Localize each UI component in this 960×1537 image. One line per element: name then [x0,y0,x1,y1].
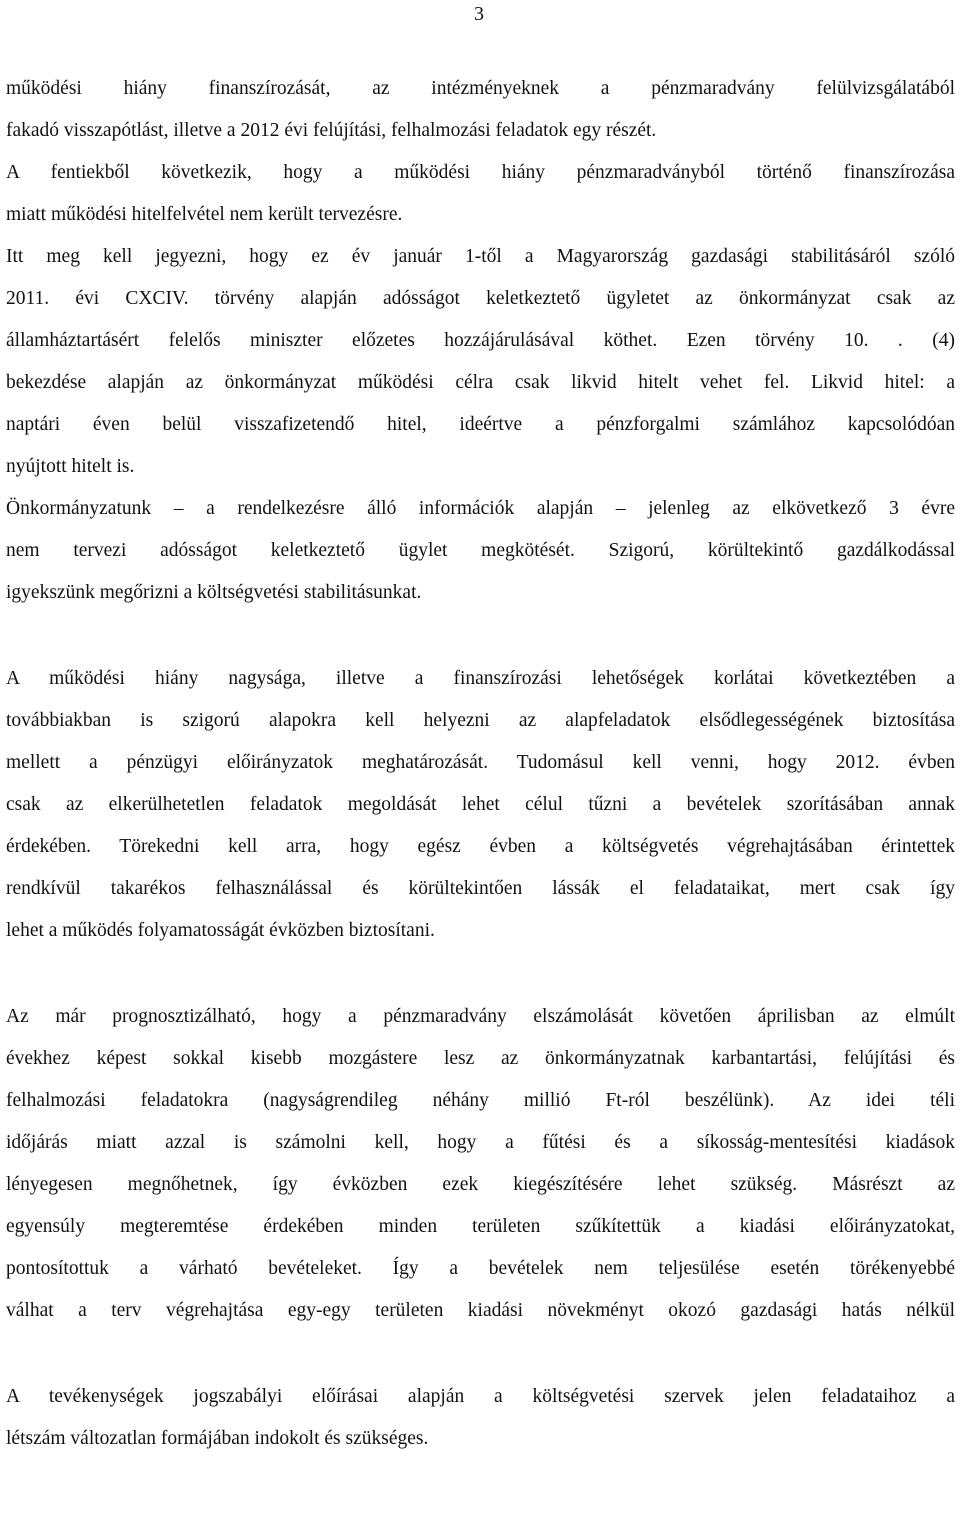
text-line: felhalmozási feladatokra (nagyságrendileg néhány millió Ft-ról beszélünk). Az idei téli [6,1090,955,1111]
text-line: fakadó visszapótlást, illetve a 2012 évi felújítási, felhalmozási feladatok egy részét. [6,120,657,141]
text-line: pontosítottuk a várható bevételeket. Így a bevételek nem teljesülése esetén törékenyebbé [6,1258,955,1279]
text-line: csak az elkerülhetetlen feladatok megoldását lehet célul tűzni a bevételek szorításában annak [6,794,955,815]
paragraph [6,488,955,614]
paragraph-gap [6,1332,955,1376]
paragraph [6,236,955,488]
paragraph [6,1376,955,1460]
paragraph [6,996,955,1332]
text-line: 2011. évi CXCIV. törvény alapján adósságot keletkeztető ügyletet az önkormányzat csak az [6,288,955,309]
text-line: egyensúly megteremtése érdekében minden területen szűkítettük a kiadási előirányzatokat, [6,1216,955,1237]
paragraph-gap [6,614,955,658]
text-line: államháztartásért felelős miniszter előzetes hozzájárulásával köthet. Ezen törvény 10. . (4) [6,330,955,351]
text-line: A működési hiány nagysága, illetve a finanszírozási lehetőségek korlátai következtében a [6,668,955,689]
text-line: bekezdése alapján az önkormányzat működési célra csak likvid hitelt vehet fel. Likvid hitel: a [6,372,955,393]
text-line: Az már prognosztizálható, hogy a pénzmaradvány elszámolását követően áprilisban az elmúlt [6,1006,955,1027]
text-line: lényegesen megnőhetnek, így évközben ezek kiegészítésére lehet szükség. Másrészt az [6,1174,955,1195]
text-line: mellett a pénzügyi előirányzatok meghatározását. Tudomásul kell venni, hogy 2012. évben [6,752,955,773]
text-line: létszám változatlan formájában indokolt és szükséges. [6,1428,429,1449]
text-line: nyújtott hitelt is. [6,456,135,477]
paragraph [6,152,955,236]
text-line: A fentiekből következik, hogy a működési hiány pénzmaradványból történő finanszírozása [6,162,955,183]
text-line: időjárás miatt azzal is számolni kell, hogy a fűtési és a síkosság-mentesítési kiadások [6,1132,955,1153]
document-body [6,68,955,1460]
text-line: Itt meg kell jegyezni, hogy ez év január 1-től a Magyarország gazdasági stabilitásáról szóló [6,246,955,267]
text-line: működési hiány finanszírozását, az intézményeknek a pénzmaradvány felülvizsgálatából [6,78,955,99]
text-line: válhat a terv végrehajtása egy-egy területen kiadási növekményt okozó gazdasági hatás nélkül [6,1300,955,1321]
text-line: A tevékenységek jogszabályi előírásai alapján a költségvetési szervek jelen feladataihoz a [6,1386,955,1407]
paragraph [6,658,955,952]
paragraph [6,68,955,152]
text-line: nem tervezi adósságot keletkeztető ügylet megkötését. Szigorú, körültekintő gazdálkodással [6,540,955,561]
text-line: miatt működési hitelfelvétel nem került tervezésre. [6,204,403,225]
text-line: igyekszünk megőrizni a költségvetési stabilitásunkat. [6,582,422,603]
text-line: továbbiakban is szigorú alapokra kell helyezni az alapfeladatok elsődlegességének biztosítása [6,710,955,731]
paragraph-gap [6,952,955,996]
text-line: érdekében. Törekedni kell arra, hogy egész évben a költségvetés végrehajtásában érintettek [6,836,955,857]
text-line: Önkormányzatunk – a rendelkezésre álló információk alapján – jelenleg az elkövetkező 3 évre [6,498,955,519]
text-line: évekhez képest sokkal kisebb mozgástere lesz az önkormányzatnak karbantartási, felújítási és [6,1048,955,1069]
text-line: lehet a működés folyamatosságát évközben biztosítani. [6,920,435,941]
page-number: 3 [474,3,484,25]
text-line: rendkívül takarékos felhasználással és körültekintően lássák el feladataikat, mert csak így [6,878,955,899]
text-line: naptári éven belül visszafizetendő hitel, ideértve a pénzforgalmi számlához kapcsolódóan [6,414,955,435]
